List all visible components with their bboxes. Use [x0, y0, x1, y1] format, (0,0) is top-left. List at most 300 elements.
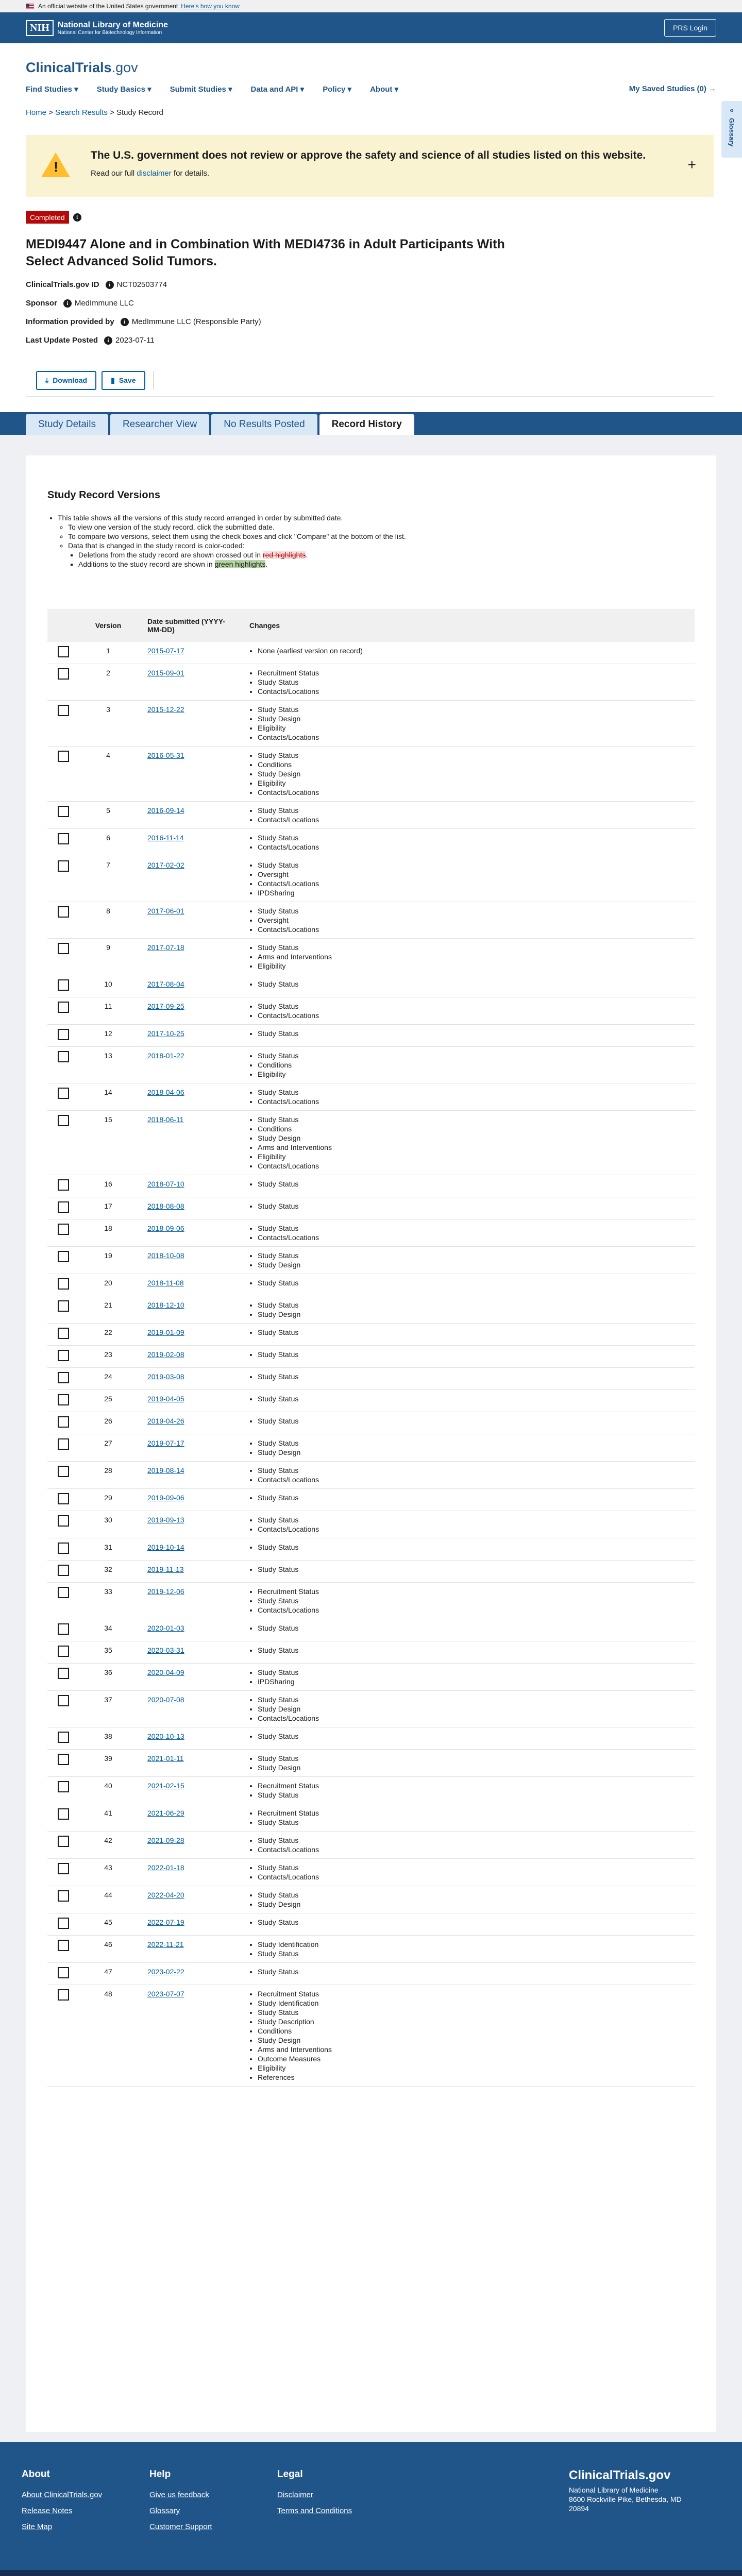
glossary-tab[interactable]	[721, 101, 742, 158]
footer-help	[149, 2469, 212, 2538]
version-checkbox[interactable]	[58, 1416, 69, 1428]
nih-badge: NIH	[26, 20, 54, 36]
intro-item: ◦ To compare two versions, select them using the check boxes and click "Compare" at the bottom of the list.	[68, 532, 406, 541]
change-item: • Study Status	[258, 705, 689, 714]
change-item: • Study Status	[258, 1466, 689, 1475]
version-checkbox[interactable]	[58, 1300, 69, 1312]
table-row	[47, 1047, 695, 1083]
version-date-link[interactable]: 2020-01-03	[147, 1624, 184, 1632]
table-row	[47, 1247, 695, 1274]
change-item: • Study Status	[258, 1863, 689, 1872]
change-item: • Study Status	[258, 1790, 689, 1800]
changes-list	[258, 1278, 689, 1287]
sponsor-value: MedImmune LLC	[74, 299, 134, 308]
changes-list	[258, 1918, 689, 1927]
version-checkbox[interactable]	[58, 1251, 69, 1262]
version-date-link[interactable]: 2018-10-08	[147, 1251, 184, 1260]
version-checkbox[interactable]	[58, 979, 69, 991]
change-item: • Contacts/Locations	[258, 1233, 689, 1242]
nav-policy[interactable]: Policy ▾	[323, 85, 352, 94]
changes-list	[258, 1587, 689, 1615]
change-item: • Contacts/Locations	[258, 1605, 689, 1615]
changes-list	[258, 1088, 689, 1106]
version-number: 46	[83, 1936, 133, 1963]
change-item: • Study Status	[258, 1967, 689, 1976]
table-row	[47, 1641, 695, 1664]
version-checkbox[interactable]	[58, 1587, 69, 1598]
changes-list	[258, 1754, 689, 1772]
table-row	[47, 1324, 695, 1346]
info-icon[interactable]: i	[106, 281, 114, 289]
change-item: • Study Status	[258, 1372, 689, 1381]
info-icon[interactable]: i	[121, 318, 129, 326]
version-date-link[interactable]: 2019-01-09	[147, 1328, 184, 1336]
download-icon: ⤓	[45, 376, 49, 384]
version-number: 32	[83, 1561, 133, 1583]
changes-list	[258, 1251, 689, 1269]
changes-list	[258, 1890, 689, 1909]
version-checkbox[interactable]	[58, 1029, 69, 1040]
table-row	[47, 1346, 695, 1368]
save-button[interactable]: ▮ Save	[102, 371, 145, 390]
version-date-link[interactable]: 2017-09-25	[147, 1002, 184, 1010]
version-checkbox[interactable]	[58, 1372, 69, 1383]
version-date-link[interactable]: 2022-11-21	[147, 1940, 184, 1948]
table-row	[47, 664, 695, 701]
changes-list	[258, 1543, 689, 1552]
footer-link[interactable]: Disclaimer	[277, 2490, 314, 2499]
table-row	[47, 642, 695, 664]
change-item: • Contacts/Locations	[258, 815, 689, 824]
footer-brand-name[interactable]: ClinicalTrials.gov	[569, 2468, 671, 2482]
changes-list	[258, 1466, 689, 1484]
disclaimer-link[interactable]: disclaimer	[137, 169, 172, 178]
change-item: • Study Status	[258, 1596, 689, 1605]
version-date-link[interactable]: 2017-06-01	[147, 907, 184, 915]
table-row	[47, 747, 695, 802]
version-number: 16	[83, 1175, 133, 1197]
change-item: • Study Status	[258, 1179, 689, 1189]
version-date-link[interactable]: 2017-10-25	[147, 1029, 184, 1038]
version-date-link[interactable]: 2019-11-13	[147, 1565, 184, 1573]
change-item: • Study Status	[258, 1623, 689, 1633]
intro-item: • This table shows all the versions of this study record arranged in order by submitted date.	[58, 513, 406, 522]
version-checkbox[interactable]	[58, 1466, 69, 1477]
change-item: • Recruitment Status	[258, 1587, 689, 1596]
footer-link[interactable]: Terms and Conditions	[277, 2506, 352, 2515]
change-item: • Study Status	[258, 1515, 689, 1524]
change-item: • Study Status	[258, 1278, 689, 1287]
change-item: • Study Status	[258, 677, 689, 687]
change-item: • Study Status	[258, 1836, 689, 1845]
change-item: • Study Status	[258, 806, 689, 815]
version-checkbox[interactable]	[58, 906, 69, 918]
nav-find-studies[interactable]: Find Studies ▾	[26, 85, 78, 94]
change-item: • None (earliest version on record)	[258, 646, 689, 655]
version-date-link[interactable]: 2020-03-31	[147, 1646, 184, 1654]
nlm-logo[interactable]	[26, 20, 168, 36]
changes-list	[258, 806, 689, 824]
table-row	[47, 1963, 695, 1985]
change-item: • Study Status	[258, 1949, 689, 1958]
change-item: • Study Design	[258, 714, 689, 723]
changes-list	[258, 1394, 689, 1403]
version-number: 5	[83, 802, 133, 829]
nav-submit-studies[interactable]: Submit Studies ▾	[170, 85, 232, 94]
version-date-link[interactable]: 2023-02-22	[147, 1968, 184, 1976]
gov-banner	[0, 0, 742, 12]
version-date-link[interactable]: 2022-07-19	[147, 1918, 184, 1926]
changes-list	[258, 1372, 689, 1381]
expand-icon[interactable]: +	[687, 157, 696, 173]
changes-list	[258, 1967, 689, 1976]
breadcrumb-search-results[interactable]: Search Results	[55, 108, 108, 117]
version-date-link[interactable]: 2023-07-07	[147, 1990, 184, 1998]
last-update-value: 2023-07-11	[115, 336, 155, 345]
version-date-link[interactable]: 2020-10-13	[147, 1732, 184, 1740]
table-row	[47, 975, 695, 997]
nav-about[interactable]: About ▾	[370, 85, 399, 94]
change-item: • Study Design	[258, 1310, 689, 1319]
version-number: 24	[83, 1368, 133, 1390]
version-date-link[interactable]: 2017-08-04	[147, 980, 184, 988]
version-number: 34	[83, 1619, 133, 1641]
version-number: 48	[83, 1985, 133, 2087]
change-item: • Study Status	[258, 1890, 689, 1900]
version-number: 25	[83, 1390, 133, 1412]
version-checkbox[interactable]	[58, 1668, 69, 1679]
version-date-link[interactable]: 2022-01-18	[147, 1863, 184, 1872]
version-date-link[interactable]: 2019-02-08	[147, 1350, 184, 1359]
table-row	[47, 1750, 695, 1777]
table-row	[47, 1511, 695, 1538]
version-date-link[interactable]: 2019-09-06	[147, 1494, 184, 1502]
header-date: Date submitted (YYYY-MM-DD)	[147, 617, 225, 634]
version-date-link[interactable]: 2015-12-22	[147, 705, 184, 714]
changes-list	[258, 1863, 689, 1882]
change-item: • Study Design	[258, 1763, 689, 1772]
version-number: 20	[83, 1274, 133, 1296]
version-checkbox[interactable]	[58, 1940, 69, 1951]
intro-item: ◦ To view one version of the study record, click the submitted date.	[68, 522, 406, 532]
version-checkbox[interactable]	[58, 1394, 69, 1405]
version-checkbox[interactable]	[58, 1051, 69, 1062]
version-checkbox[interactable]	[58, 1278, 69, 1290]
change-item: • Study Status	[258, 1732, 689, 1741]
nlm-subtitle: National Center for Biotechnology Information	[57, 29, 162, 36]
change-item: • Contacts/Locations	[258, 1161, 689, 1171]
changes-list	[258, 1350, 689, 1359]
changes-list	[258, 1646, 689, 1655]
changes-list	[258, 1668, 689, 1686]
version-checkbox[interactable]	[58, 1836, 69, 1847]
nlm-title: National Library of Medicine	[57, 20, 168, 29]
version-number: 19	[83, 1247, 133, 1274]
change-item: • References	[258, 2073, 689, 2082]
version-date-link[interactable]: 2015-09-01	[147, 669, 184, 677]
change-item: • Study Status	[258, 1918, 689, 1927]
version-checkbox[interactable]	[58, 806, 69, 817]
changes-list	[258, 1808, 689, 1827]
change-item: • Study Status	[258, 1818, 689, 1827]
change-item: • Study Status	[258, 1543, 689, 1552]
version-checkbox[interactable]	[58, 943, 69, 954]
change-item: • Study Status	[258, 1695, 689, 1704]
meta-id: ClinicalTrials.gov ID i NCT02503774	[26, 280, 167, 289]
change-item: • Study Status	[258, 1201, 689, 1211]
footer-link[interactable]: Glossary	[149, 2506, 180, 2515]
version-checkbox[interactable]	[58, 1565, 69, 1576]
change-item: • Study Status	[258, 860, 689, 870]
changes-list	[258, 1416, 689, 1426]
version-date-link[interactable]: 2019-03-08	[147, 1372, 184, 1381]
change-item: • Conditions	[258, 2026, 689, 2036]
change-item: • Contacts/Locations	[258, 842, 689, 852]
version-checkbox[interactable]	[58, 1350, 69, 1361]
version-date-link[interactable]: 2021-01-11	[147, 1754, 184, 1762]
version-number: 47	[83, 1963, 133, 1985]
changes-list	[258, 1565, 689, 1574]
us-flag-icon	[26, 4, 34, 9]
change-item: • Study Design	[258, 1260, 689, 1269]
change-item: • Study Status	[258, 1115, 689, 1124]
table-row	[47, 802, 695, 829]
table-row	[47, 1111, 695, 1175]
version-checkbox[interactable]	[58, 1515, 69, 1527]
version-checkbox[interactable]	[58, 705, 69, 716]
table-row	[47, 1219, 695, 1247]
version-checkbox[interactable]	[58, 860, 69, 872]
version-date-link[interactable]: 2017-02-02	[147, 861, 184, 869]
version-checkbox[interactable]	[58, 833, 69, 844]
version-checkbox[interactable]	[58, 1732, 69, 1743]
version-number: 28	[83, 1462, 133, 1489]
version-checkbox[interactable]	[58, 646, 69, 657]
version-number: 36	[83, 1664, 133, 1691]
version-date-link[interactable]: 2019-04-26	[147, 1417, 184, 1425]
changes-list	[258, 1623, 689, 1633]
version-number: 27	[83, 1434, 133, 1462]
version-date-link[interactable]: 2019-08-14	[147, 1466, 184, 1475]
footer-link[interactable]: Give us feedback	[149, 2490, 209, 2499]
tab-record-history[interactable]: Record History	[319, 414, 414, 435]
table-row	[47, 829, 695, 856]
change-item: • Study Status	[258, 1328, 689, 1337]
version-date-link[interactable]: 2018-06-11	[147, 1115, 184, 1124]
footer-about	[22, 2469, 102, 2538]
info-icon[interactable]: i	[104, 336, 112, 345]
nav-data-api[interactable]: Data and API ▾	[250, 85, 305, 94]
footer-link[interactable]: Release Notes	[22, 2506, 73, 2515]
version-number: 9	[83, 939, 133, 975]
table-row	[47, 1936, 695, 1963]
version-date-link[interactable]: 2020-04-09	[147, 1668, 184, 1676]
changes-list	[258, 860, 689, 897]
version-checkbox[interactable]	[58, 1201, 69, 1213]
change-item: • Contacts/Locations	[258, 788, 689, 797]
version-checkbox[interactable]	[58, 1623, 69, 1635]
table-row	[47, 1434, 695, 1462]
change-item: • Recruitment Status	[258, 1781, 689, 1790]
version-date-link[interactable]: 2021-06-29	[147, 1809, 184, 1817]
change-item: • Conditions	[258, 1060, 689, 1070]
change-item: • Contacts/Locations	[258, 1097, 689, 1106]
header-version: Version	[95, 621, 122, 630]
version-number: 14	[83, 1083, 133, 1111]
change-item: • Study Status	[258, 906, 689, 916]
changes-list	[258, 1300, 689, 1319]
version-number: 30	[83, 1511, 133, 1538]
change-item: • Study Status	[258, 833, 689, 842]
change-item: • Contacts/Locations	[258, 1872, 689, 1882]
version-date-link[interactable]: 2017-07-18	[147, 943, 184, 952]
table-row	[47, 1368, 695, 1390]
version-date-link[interactable]: 2018-09-06	[147, 1224, 184, 1232]
version-checkbox[interactable]	[58, 668, 69, 680]
version-date-link[interactable]: 2019-10-14	[147, 1543, 184, 1551]
tab-study-details[interactable]: Study Details	[26, 414, 108, 435]
table-row	[47, 1561, 695, 1583]
version-checkbox[interactable]	[58, 1179, 69, 1191]
change-item: • Study Status	[258, 751, 689, 760]
version-date-link[interactable]: 2021-09-28	[147, 1836, 184, 1844]
change-item: • Contacts/Locations	[258, 1524, 689, 1534]
change-item: • Recruitment Status	[258, 1808, 689, 1818]
version-number: 33	[83, 1583, 133, 1619]
compare-row	[47, 2087, 695, 2124]
footer-link[interactable]: Site Map	[22, 2522, 53, 2531]
change-item: • Study Status	[258, 943, 689, 952]
heres-how-link[interactable]: Here's how you know	[181, 3, 240, 10]
changes-list	[258, 906, 689, 934]
version-checkbox[interactable]	[58, 1493, 69, 1504]
change-item: • Study Status	[258, 1493, 689, 1502]
version-checkbox[interactable]	[58, 1754, 69, 1765]
saved-studies-link[interactable]: My Saved Studies (0) →	[629, 84, 716, 93]
version-date-link[interactable]: 2015-07-17	[147, 647, 184, 655]
table-row	[47, 1985, 695, 2087]
change-item: • Study Status	[258, 1646, 689, 1655]
version-checkbox[interactable]	[58, 1695, 69, 1706]
version-number: 40	[83, 1777, 133, 1804]
change-item: • Eligibility	[258, 778, 689, 788]
version-checkbox[interactable]	[58, 1328, 69, 1339]
clinicaltrials-logo[interactable]: ClinicalTrials.gov	[26, 60, 138, 75]
version-number: 39	[83, 1750, 133, 1777]
version-date-link[interactable]: 2016-05-31	[147, 751, 184, 759]
info-icon[interactable]: i	[63, 299, 72, 308]
table-row	[47, 1025, 695, 1047]
version-number: 8	[83, 902, 133, 939]
table-row	[47, 902, 695, 939]
version-date-link[interactable]: 2016-11-14	[147, 834, 184, 842]
version-checkbox[interactable]	[58, 1890, 69, 1902]
table-row	[47, 1727, 695, 1750]
change-item: • Study Status	[258, 1350, 689, 1359]
change-item: • Study Design	[258, 769, 689, 778]
footer-address: 8600 Rockville Pike, Bethesda, MD	[569, 2495, 682, 2503]
change-item: • Contacts/Locations	[258, 1845, 689, 1854]
version-date-link[interactable]: 2018-11-08	[147, 1279, 184, 1287]
footer-link[interactable]: About ClinicalTrials.gov	[22, 2490, 103, 2499]
change-item: • Recruitment Status	[258, 1989, 689, 1998]
version-date-link[interactable]: 2019-07-17	[147, 1439, 184, 1447]
version-date-link[interactable]: 2018-07-10	[147, 1180, 184, 1188]
version-checkbox[interactable]	[58, 1088, 69, 1099]
breadcrumb-home[interactable]: Home	[26, 108, 47, 117]
bookmark-icon: ▮	[111, 376, 115, 384]
version-checkbox[interactable]	[58, 1115, 69, 1126]
changes-list	[258, 751, 689, 797]
version-date-link[interactable]: 2020-07-08	[147, 1696, 184, 1704]
version-number: 45	[83, 1913, 133, 1936]
tab-no-results-posted[interactable]: No Results Posted	[211, 414, 317, 435]
changes-list	[258, 1328, 689, 1337]
version-date-link[interactable]: 2018-12-10	[147, 1301, 184, 1309]
changes-list	[258, 1940, 689, 1958]
change-item: • Study Status	[258, 1416, 689, 1426]
version-date-link[interactable]: 2019-09-13	[147, 1516, 184, 1524]
prs-login-button[interactable]: PRS Login	[664, 19, 716, 37]
change-item: • Contacts/Locations	[258, 733, 689, 742]
version-checkbox[interactable]	[58, 1918, 69, 1929]
version-number: 26	[83, 1412, 133, 1434]
change-item: • Arms and Interventions	[258, 2045, 689, 2054]
version-checkbox[interactable]	[58, 1438, 69, 1450]
version-checkbox[interactable]	[58, 1224, 69, 1235]
version-number: 4	[83, 747, 133, 802]
nav-study-basics[interactable]: Study Basics ▾	[96, 85, 151, 94]
change-item: • Outcome Measures	[258, 2054, 689, 2063]
table-row	[47, 1619, 695, 1641]
version-checkbox[interactable]	[58, 1002, 69, 1013]
version-date-link[interactable]: 2018-08-08	[147, 1202, 184, 1210]
version-checkbox[interactable]	[58, 1543, 69, 1554]
version-checkbox[interactable]	[58, 1863, 69, 1874]
version-checkbox[interactable]	[58, 1781, 69, 1792]
version-date-link[interactable]: 2018-04-06	[147, 1088, 184, 1096]
version-checkbox[interactable]	[58, 1646, 69, 1657]
version-checkbox[interactable]	[58, 751, 69, 762]
footer-nlm	[0, 2570, 742, 2576]
footer-link[interactable]: Customer Support	[149, 2522, 212, 2531]
change-item: • Study Status	[258, 1251, 689, 1260]
change-item: • Contacts/Locations	[258, 1011, 689, 1020]
version-date-link[interactable]: 2018-01-22	[147, 1052, 184, 1060]
change-item: • Study Status	[258, 979, 689, 989]
version-number: 1	[83, 642, 133, 664]
version-date-link[interactable]: 2019-04-05	[147, 1395, 184, 1403]
version-date-link[interactable]: 2019-12-06	[147, 1587, 184, 1596]
change-item: • Study Identification	[258, 1998, 689, 2008]
version-checkbox[interactable]	[58, 1808, 69, 1820]
version-number: 44	[83, 1886, 133, 1913]
version-number: 10	[83, 975, 133, 997]
table-row	[47, 1390, 695, 1412]
tab-researcher-view[interactable]: Researcher View	[110, 414, 209, 435]
version-date-link[interactable]: 2021-02-15	[147, 1782, 184, 1790]
version-number: 43	[83, 1859, 133, 1886]
footer-address: National Library of Medicine	[569, 2486, 659, 2494]
version-checkbox[interactable]	[58, 1989, 69, 2001]
version-checkbox[interactable]	[58, 1967, 69, 1978]
version-date-link[interactable]: 2016-09-14	[147, 806, 184, 815]
version-date-link[interactable]: 2022-04-20	[147, 1891, 184, 1899]
disclaimer-title: The U.S. government does not review or approve the safety and science of all studies listed on this website.	[91, 149, 646, 161]
info-icon[interactable]: i	[73, 213, 81, 222]
table-row	[47, 1274, 695, 1296]
download-button[interactable]: ⤓ Download	[36, 371, 96, 390]
